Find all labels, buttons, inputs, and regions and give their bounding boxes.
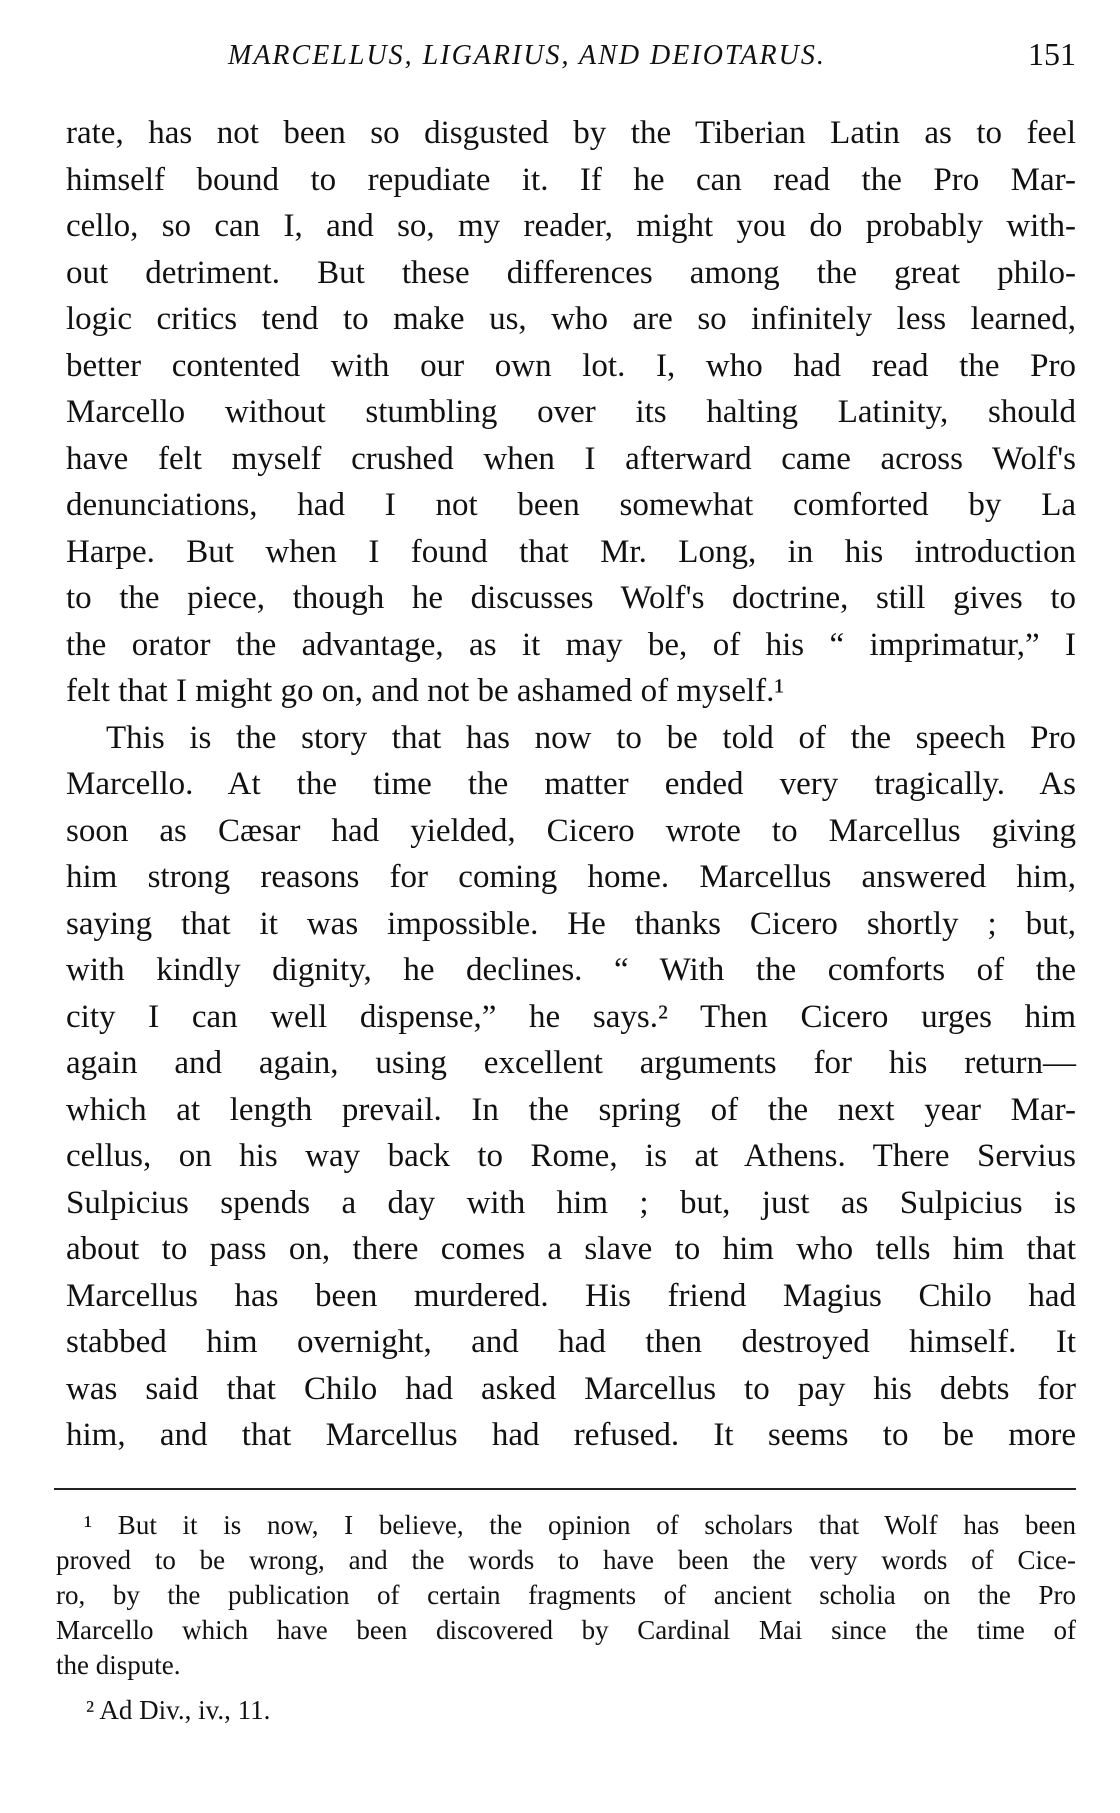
footnote-1-line: ¹ But it is now, I believe, the opinion of scholars that Wolf has been — [84, 1510, 1076, 1540]
running-head — [228, 36, 1076, 84]
text-line: which at length prevail. In the spring of the next year Mar- — [66, 1091, 1076, 1128]
text-line: city I can well dispense,” he says.² Then Cicero urges him — [66, 998, 1076, 1035]
text-line: Harpe. But when I found that Mr. Long, in his introduction — [66, 533, 1076, 570]
text-line: denunciations, had I not been somewhat comforted by La — [66, 487, 1076, 523]
footnote-1-line: proved to be wrong, and the words to have been the very words of Cice- — [56, 1545, 1076, 1575]
text-line: him strong reasons for coming home. Marcellus answered him, — [66, 859, 1076, 895]
text-line: out detriment. But these differences among the great philo- — [66, 254, 1076, 291]
footnote-1-line: Marcello which have been discovered by Cardinal Mai since the time of — [56, 1615, 1076, 1645]
text-line: have felt myself crushed when I afterward came across Wolf's — [66, 440, 1076, 477]
text-line: Marcello. At the time the matter ended very tragically. As — [66, 766, 1076, 802]
text-line: Marcello without stumbling over its halting Latinity, should — [66, 394, 1076, 430]
footnote-1-line: the dispute. — [56, 1650, 181, 1680]
text-line: stabbed him overnight, and had then destroyed himself. It — [66, 1324, 1076, 1360]
text-line: cellus, on his way back to Rome, is at Athens. There Servius — [66, 1138, 1076, 1174]
text-line: again and again, using excellent arguments for his return— — [66, 1045, 1076, 1081]
text-line: logic critics tend to make us, who are so infinitely less learned, — [66, 301, 1076, 337]
text-line: the orator the advantage, as it may be, of his “ imprimatur,” I — [66, 626, 1076, 663]
footnote-divider — [54, 1488, 1076, 1490]
footnote-2: ² Ad Div., iv., 11. — [86, 1695, 271, 1725]
text-line: to the piece, though he discusses Wolf's doctrine, still gives to — [66, 580, 1076, 616]
text-line: rate, has not been so disgusted by the Tiberian Latin as to feel — [66, 115, 1076, 151]
paragraph-end-line: felt that I might go on, and not be ashamed of myself.¹ — [66, 673, 785, 709]
text-line: himself bound to repudiate it. If he can read the Pro Mar- — [66, 161, 1076, 198]
text-line: saying that it was impossible. He thanks Cicero shortly ; but, — [66, 905, 1076, 942]
text-line: about to pass on, there comes a slave to him who tells him that — [66, 1231, 1076, 1267]
running-title: MARCELLUS, LIGARIUS, AND DEIOTARUS. — [228, 40, 826, 71]
text-line: Marcellus has been murdered. His friend Magius Chilo had — [66, 1277, 1076, 1314]
text-line: with kindly dignity, he declines. “ With the comforts of the — [66, 952, 1076, 988]
text-line: him, and that Marcellus had refused. It seems to be more — [66, 1417, 1076, 1453]
footnotes — [56, 1508, 1076, 1728]
page-number: 151 — [1028, 36, 1076, 72]
text-line: was said that Chilo had asked Marcellus to pay his debts for — [66, 1370, 1076, 1407]
body-text — [66, 110, 1076, 1459]
text-line: better contented with our own lot. I, who had read the Pro — [66, 347, 1076, 384]
text-line: Sulpicius spends a day with him ; but, just as Sulpicius is — [66, 1184, 1076, 1221]
footnote-1-line: ro, by the publication of certain fragments of ancient scholia on the Pro — [56, 1580, 1076, 1610]
text-line: cello, so can I, and so, my reader, might you do probably with- — [66, 208, 1076, 244]
text-line: soon as Cæsar had yielded, Cicero wrote to Marcellus giving — [66, 812, 1076, 849]
paragraph-first-line: This is the story that has now to be told of the speech Pro — [106, 719, 1076, 756]
